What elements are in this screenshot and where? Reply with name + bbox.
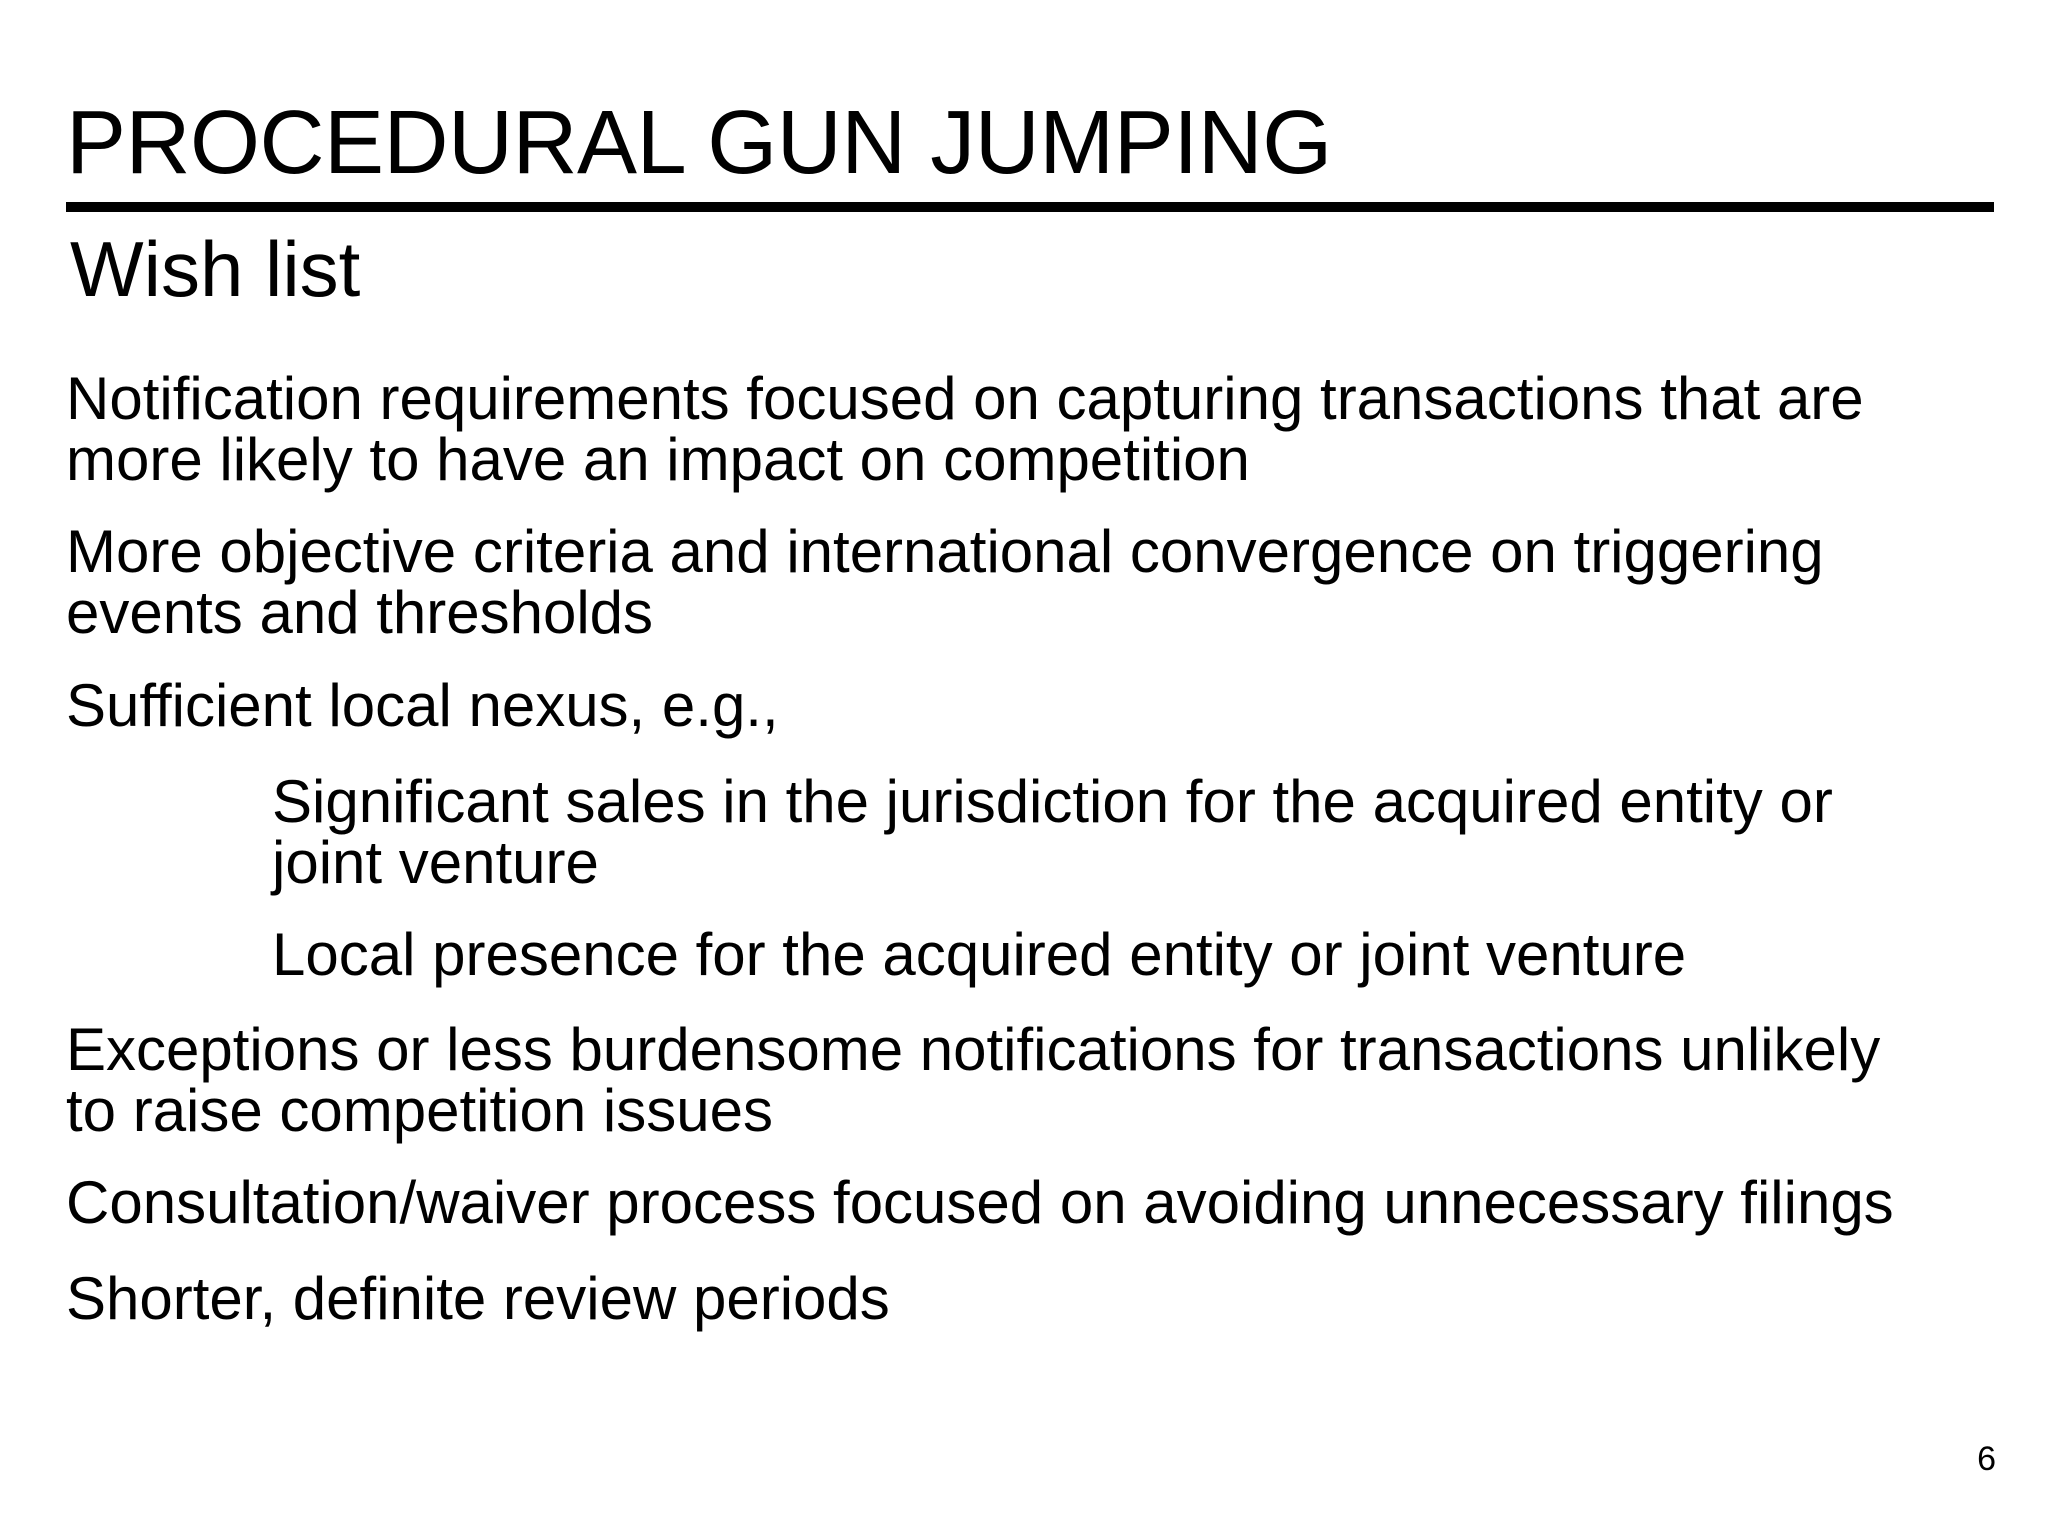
bullet-notification-requirements xyxy=(66,365,1864,493)
bullet-objective-criteria xyxy=(66,518,1824,646)
bullet-exceptions xyxy=(66,1016,1881,1144)
bullet-line: events and thresholds xyxy=(66,579,654,646)
bullet-local-nexus xyxy=(66,672,779,739)
bullet-line: Sufficient local nexus, e.g., xyxy=(66,672,779,739)
bullet-line: Notification requirements focused on capturing transactions that are xyxy=(66,365,1864,432)
bullet-line: more likely to have an impact on competition xyxy=(66,426,1250,493)
page-number: 6 xyxy=(1977,1440,1996,1478)
bullet-line: Exceptions or less burdensome notifications for transactions unlikely xyxy=(66,1016,1881,1083)
bullet-line: Consultation/waiver process focused on avoiding unnecessary filings xyxy=(66,1169,1894,1236)
bullet-line: joint venture xyxy=(272,829,599,896)
sub-bullet-local-presence xyxy=(272,921,1687,988)
title-underline xyxy=(66,202,1994,212)
bullet-line: Shorter, definite review periods xyxy=(66,1265,890,1332)
bullet-line: Significant sales in the jurisdiction for the acquired entity or xyxy=(272,768,1833,835)
bullet-line: to raise competition issues xyxy=(66,1077,773,1144)
bullet-line: More objective criteria and international convergence on triggering xyxy=(66,518,1824,585)
bullet-consultation-waiver xyxy=(66,1169,1894,1236)
bullet-review-periods xyxy=(66,1265,890,1332)
bullet-line: Local presence for the acquired entity or joint venture xyxy=(272,921,1687,988)
sub-bullet-significant-sales xyxy=(272,768,1833,896)
slide-subtitle: Wish list xyxy=(70,225,361,313)
slide-title: PROCEDURAL GUN JUMPING xyxy=(66,93,1332,193)
